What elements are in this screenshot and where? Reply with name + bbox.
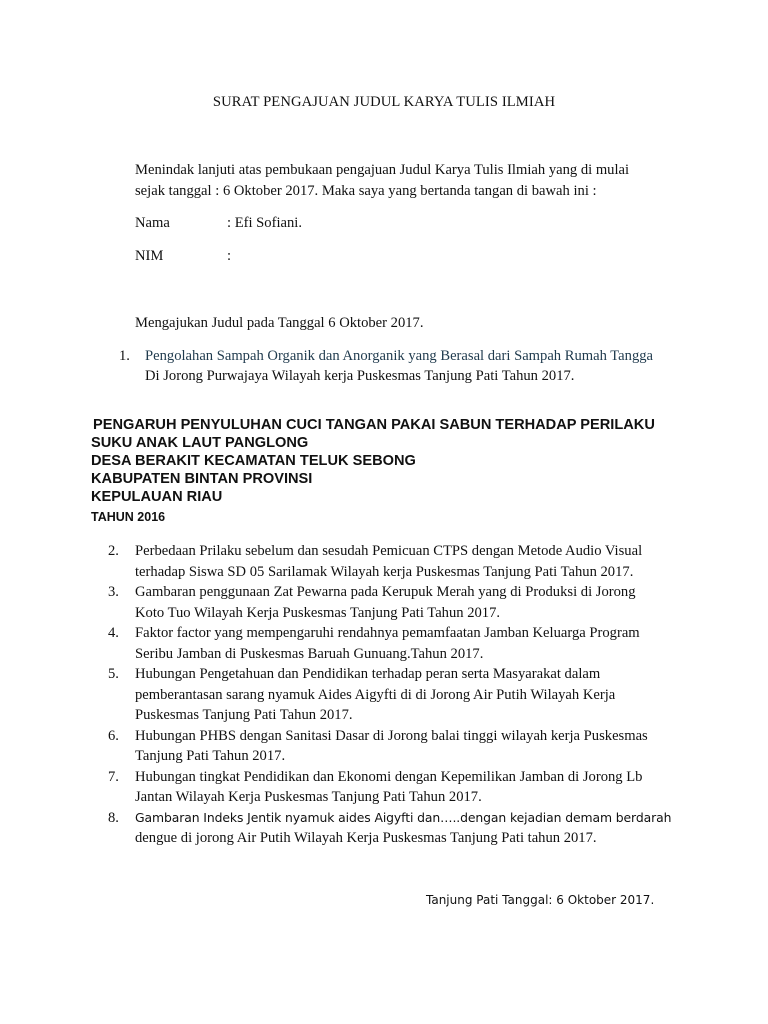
- nim-label: NIM: [135, 248, 164, 264]
- list-item-number: 2.: [108, 543, 119, 559]
- list-item: [108, 582, 688, 623]
- list-item: [108, 664, 688, 726]
- list-item-line: Hubungan PHBS dengan Sanitasi Dasar di Jorong balai tinggi wilayah kerja Puskesmas: [135, 727, 648, 744]
- list-item-line: Seribu Jamban di Puskesmas Baruah Gunuang.Tahun 2017.: [135, 645, 484, 662]
- nim-value: :: [227, 248, 232, 264]
- list-item-number: 1.: [119, 348, 130, 364]
- signature-place-date: Tanjung Pati Tanggal: 6 Oktober 2017.: [426, 893, 655, 907]
- list-item-line: Puskesmas Tanjung Pati Tahun 2017.: [135, 707, 353, 723]
- list-item-number: 5.: [108, 666, 119, 682]
- list-item-line: Tanjung Pati Tahun 2017.: [135, 748, 286, 764]
- nama-value: : Efi Sofiani.: [227, 215, 302, 231]
- title-list: [108, 541, 688, 849]
- list-item-line: Jantan Wilayah Kerja Puskesmas Tanjung Pati Tahun 2017.: [135, 789, 482, 805]
- inserted-heading-line-4: KABUPATEN BINTAN PROVINSI: [91, 471, 313, 487]
- list-item-line: Faktor factor yang mempengaruhi rendahnya pemamfaatan Jamban Keluarga Program: [135, 625, 640, 641]
- document-title: SURAT PENGAJUAN JUDUL KARYA TULIS ILMIAH: [212, 94, 556, 110]
- list-item: [108, 541, 688, 582]
- inserted-heading-line-2: SUKU ANAK LAUT PANGLONG: [91, 435, 309, 451]
- list-item-line: Gambaran Indeks Jentik nyamuk aides Aigyfti dan…..dengan kejadian demam berdarah: [135, 809, 672, 825]
- list-item-line: Koto Tuo Wilayah Kerja Puskesmas Tanjung Pati Tahun 2017.: [135, 604, 501, 621]
- list-item-line: Hubungan Pengetahuan dan Pendidikan terhadap peran serta Masyarakat dalam: [135, 666, 601, 682]
- list-item-line: dengue di jorong Air Putih Wilayah Kerja Puskesmas Tanjung Pati tahun 2017.: [135, 830, 597, 846]
- list-item-1-line-2: Di Jorong Purwajaya Wilayah kerja Puskesmas Tanjung Pati Tahun 2017.: [145, 368, 575, 384]
- list-item-line: Perbedaan Prilaku sebelum dan sesudah Pemicuan CTPS dengan Metode Audio Visual: [135, 543, 643, 559]
- list-item: [108, 808, 688, 849]
- intro-paragraph-line-1: Menindak lanjuti atas pembukaan pengajuan Judul Karya Tulis Ilmiah yang di mulai: [135, 162, 630, 178]
- inserted-heading-year: TAHUN 2016: [91, 510, 166, 524]
- list-item-line: Gambaran penggunaan Zat Pewarna pada Kerupuk Merah yang di Produksi di Jorong: [135, 584, 636, 600]
- list-item-1-line-1: Pengolahan Sampah Organik dan Anorganik yang Berasal dari Sampah Rumah Tangga: [145, 348, 654, 364]
- nama-label: Nama: [135, 215, 170, 231]
- list-item: [108, 726, 688, 767]
- list-item-number: 3.: [108, 584, 119, 600]
- intro-paragraph-line-2: sejak tanggal : 6 Oktober 2017. Maka saya yang bertanda tangan di bawah ini :: [135, 183, 597, 199]
- submission-date-line: Mengajukan Judul pada Tanggal 6 Oktober 2017.: [135, 315, 424, 331]
- inserted-heading-line-1: PENGARUH PENYULUHAN CUCI TANGAN PAKAI SABUN TERHADAP PERILAKU: [93, 417, 655, 433]
- list-item-number: 7.: [108, 768, 119, 785]
- list-item-line: Hubungan tingkat Pendidikan dan Ekonomi dengan Kepemilikan Jamban di Jorong Lb: [135, 768, 643, 785]
- list-item: [108, 623, 688, 664]
- inserted-heading-line-3: DESA BERAKIT KECAMATAN TELUK SEBONG: [91, 453, 416, 469]
- list-item-line: terhadap Siswa SD 05 Sarilamak Wilayah kerja Puskesmas Tanjung Pati Tahun 2017.: [135, 563, 634, 580]
- list-item-number: 6.: [108, 727, 119, 744]
- inserted-heading-line-5: KEPULAUAN RIAU: [91, 489, 223, 505]
- list-item-number: 4.: [108, 625, 119, 641]
- list-item-line: pemberantasan sarang nyamuk Aides Aigyfti di di Jorong Air Putih Wilayah Kerja: [135, 686, 616, 703]
- list-item: [108, 767, 688, 808]
- list-item-number: 8.: [108, 809, 119, 826]
